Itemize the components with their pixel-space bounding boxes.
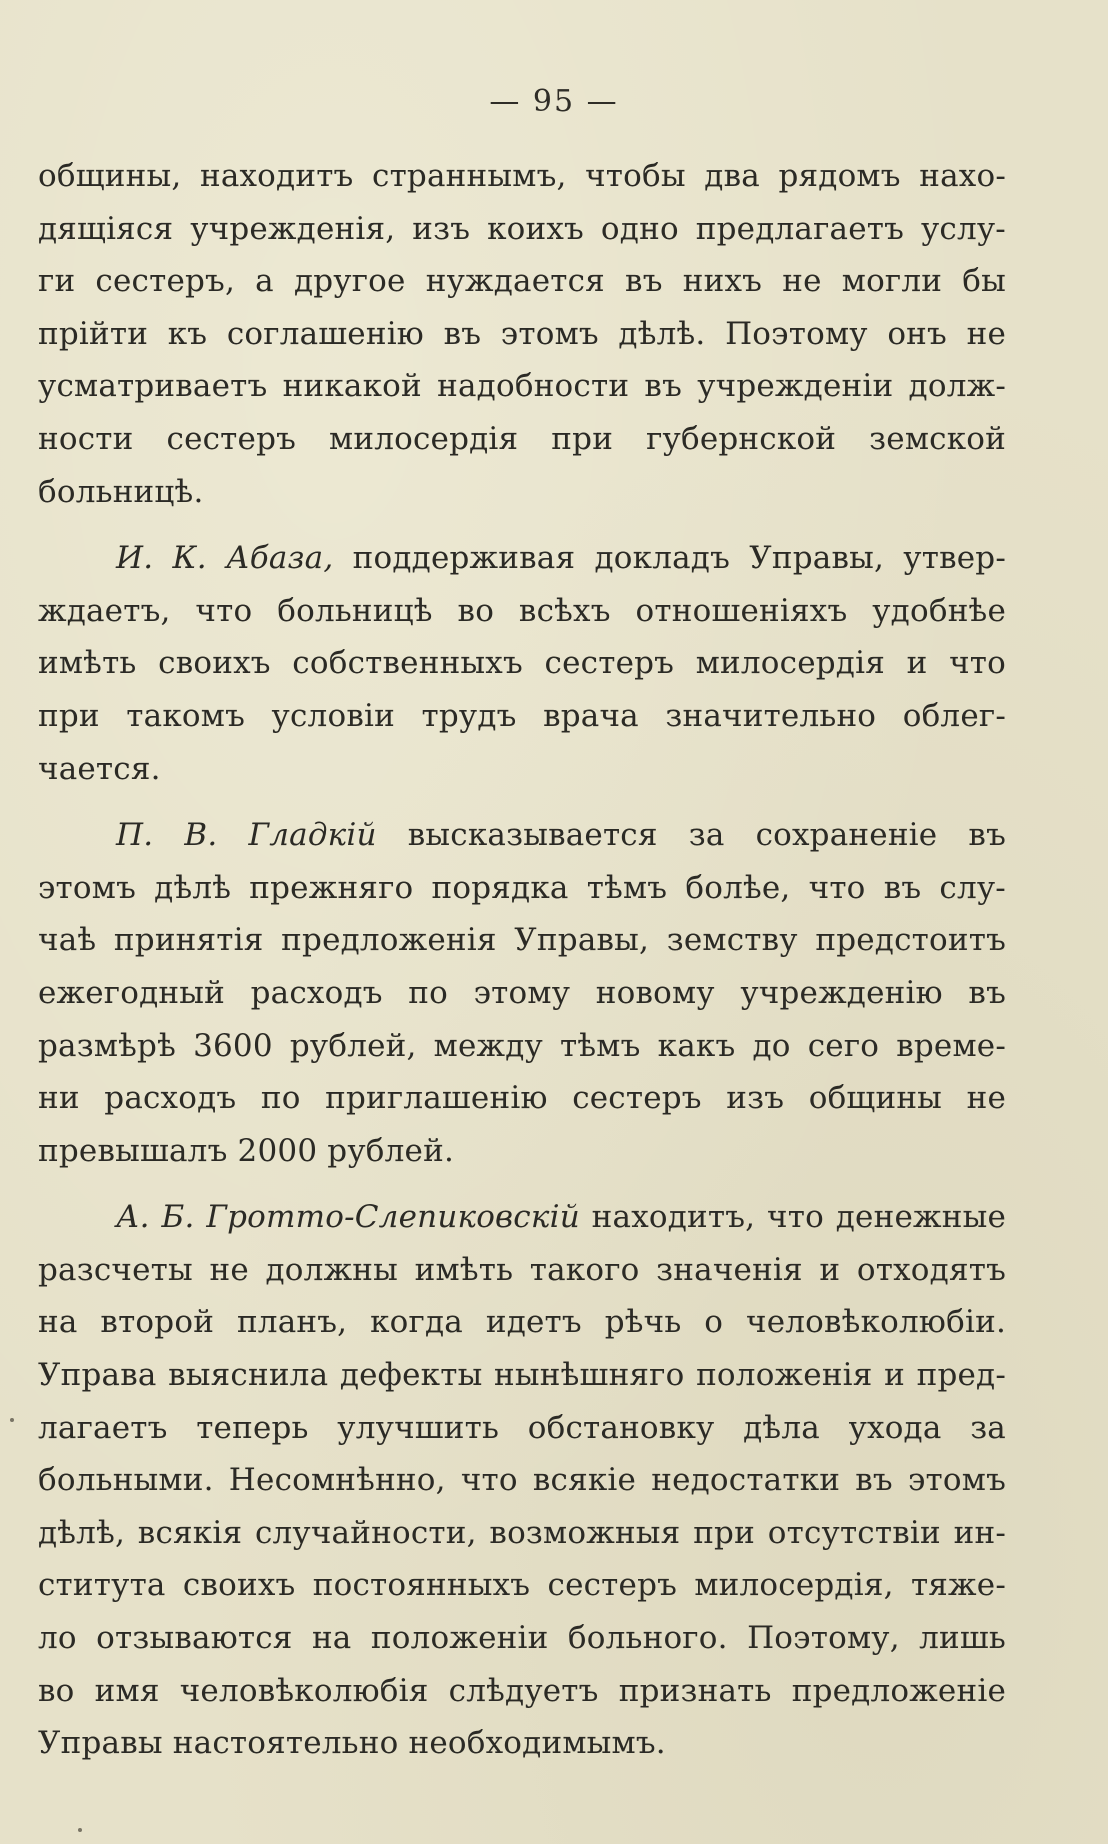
text-line: ги сестеръ, а другое нуждается въ нихъ не могли бы: [38, 263, 1006, 300]
text-line: ждаетъ, что больницѣ во всѣхъ отношеніяхъ удобнѣе: [38, 592, 1006, 629]
ink-speck: [10, 1418, 14, 1422]
text-line: прійти къ соглашенію въ этомъ дѣлѣ. Поэтому онъ не: [38, 315, 1006, 352]
text-body: [38, 150, 1006, 1770]
text-line: размѣрѣ 3600 рублей, между тѣмъ какъ до сего време-: [38, 1027, 1006, 1064]
text-span: находитъ, что денежные: [579, 1199, 1007, 1236]
text-line: дѣлѣ, всякія случайности, возможныя при отсутствіи ин-: [38, 1514, 1006, 1551]
text-line: ло отзываются на положеніи больного. Поэтому, лишь: [38, 1620, 1006, 1657]
text-line: на второй планъ, когда идетъ рѣчь о человѣколюбіи.: [38, 1304, 1006, 1341]
text-line: усматриваетъ никакой надобности въ учрежденіи долж-: [38, 368, 1006, 405]
text-line: [38, 809, 1006, 862]
text-line: больницѣ.: [38, 473, 204, 510]
paragraph-3: [38, 809, 1006, 1177]
ink-speck: [78, 1828, 82, 1832]
text-line: имѣть своихъ собственныхъ сестеръ милосердія и что: [38, 645, 1006, 682]
text-line: ститута своихъ постоянныхъ сестеръ милосердія, тяже-: [38, 1567, 1006, 1604]
text-line: больными. Несомнѣнно, что всякіе недостатки въ этомъ: [38, 1462, 1006, 1499]
text-line: разсчеты не должны имѣть такого значенія и отходятъ: [38, 1251, 1006, 1288]
text-line: ни расходъ по приглашенію сестеръ изъ общины не: [38, 1080, 1006, 1117]
speaker-name: И. К. Абаза,: [116, 540, 334, 577]
text-line: во имя человѣколюбія слѣдуетъ признать предложеніе: [38, 1672, 1006, 1709]
speaker-name: А. Б. Гротто-Слепиковскій: [116, 1199, 580, 1236]
text-line: ежегодный расходъ по этому новому учрежденію въ: [38, 974, 1006, 1011]
text-span: поддерживая докладъ Управы, утвер-: [333, 540, 1006, 577]
text-line: лагаетъ теперь улучшить обстановку дѣла ухода за: [38, 1409, 1006, 1446]
text-span: высказывается за сохраненіе въ: [376, 817, 1006, 854]
text-line: ности сестеръ милосердія при губернской земской: [38, 420, 1006, 457]
text-line: [38, 532, 1006, 585]
paragraph-2: [38, 532, 1006, 795]
paragraph-1: [38, 150, 1006, 518]
text-line: чаѣ принятія предложенія Управы, земству предстоитъ: [38, 922, 1006, 959]
text-line: [38, 1191, 1006, 1244]
paragraph-4: [38, 1191, 1006, 1770]
text-line: Управа выяснила дефекты нынѣшняго положенія и пред-: [38, 1357, 1006, 1394]
text-line: чается.: [38, 750, 161, 787]
text-line: общины, находитъ страннымъ, чтобы два рядомъ нахо-: [38, 158, 1006, 194]
text-line: дящіяся учрежденія, изъ коихъ одно предлагаетъ услу-: [38, 210, 1006, 247]
text-line: превышалъ 2000 рублей.: [38, 1132, 454, 1169]
text-line: Управы настоятельно необходимымъ.: [38, 1725, 666, 1762]
text-line: при такомъ условіи трудъ врача значительно облег-: [38, 697, 1006, 734]
text-line: этомъ дѣлѣ прежняго порядка тѣмъ болѣе, что въ слу-: [38, 869, 1006, 906]
page-number: — 95 —: [489, 84, 619, 119]
speaker-name: П. В. Гладкій: [116, 817, 377, 854]
